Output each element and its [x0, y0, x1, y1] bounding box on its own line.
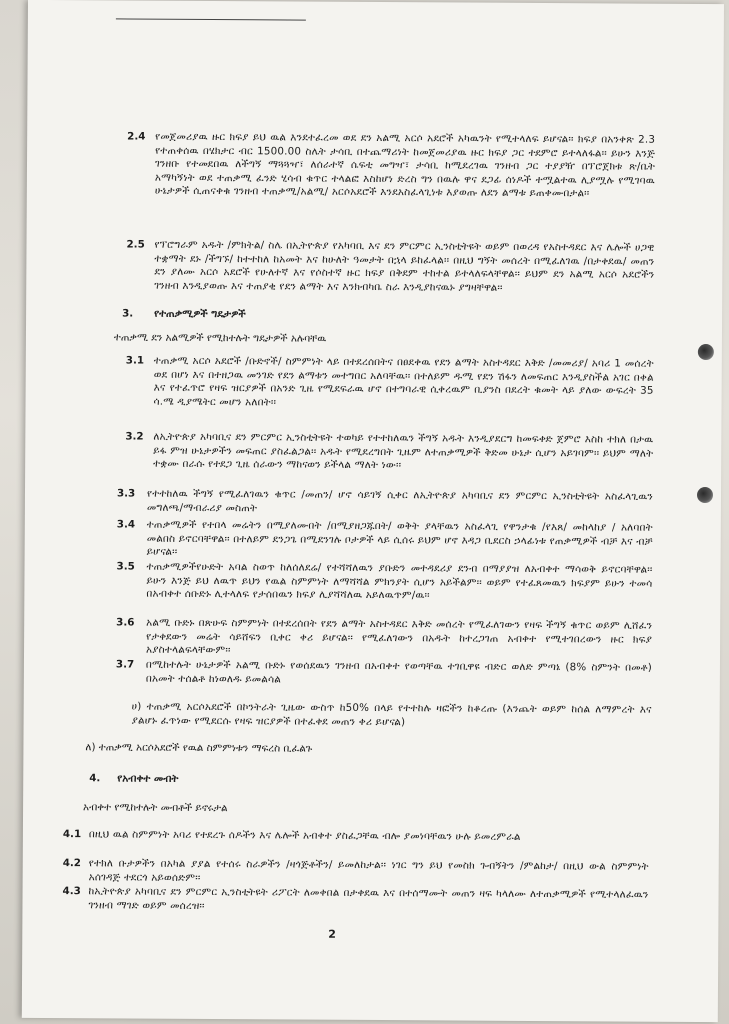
obligations-intro: ተጠቃሚ ደን አልሚዎች የሚከተሉት ግዴታዎች አሉባቸዉ [113, 331, 327, 345]
section-number: 3.7 [115, 658, 135, 671]
section-2-4: የመጀመሪያዉ ዙር ክፍያ ይህ ዉል እንደተፈረመ ወደ ደን አልሚ አርሶ አደሮች አካዉንት የሚተላለፍ ይሆናል፡፡ ክፍያ በአንቀጽ 2.3 የተጠቀሰዉ በሄክታር ብር 1500.00 ስሌት ታሳቢ በተጨማሪነት ከመጀመሪያዉ ዙር ክፍያ ጋር ተደምሮ ይተላለፋል፡፡ ይሁን እንጅ ገንዘቡ የተመደበዉ ለችግኝ ማጓጓዣ፣ ለሰራተኛ ሴፍቲ መግዣ፣ ታሳቢ ከሚደረገዉ ገንዘብ ጋር ተያያዥ በፕሮጀክቱ ጽ/ቤት አማካኝነት ወደ ተጠቃሚ ፈንድ ሂሳብ ቁጥር ተላልፎ እስከሆነ ድረስ ግን በዉሉ ዋና ደጋፊ ሰነዶች ተሟልተዉ ሊያሟሉ የሚገባዉ ሁኔታዎች ሲጠናቀቁ ገንዘብ ተጠቃሚ/አልሚ/ አርሶአደሮች እንደአስፈላጊነቱ እያወጡ ለደን ልማቱ ይጠቀሙበታል፡፡ [154, 130, 656, 200]
section-number: 3.1 [125, 354, 145, 367]
section-3-2: ለኢትዮጵያ አካባቢና ደን ምርምር ኢንስቲትዩት ተወካይ የተተከለዉን ችግኝ አዱት እንዲያደርግ ከመፍቀድ ጀምሮ እስከ ተክለ በታዉ ይፋ ምዝ ሁኔታዎችን መፍጠር ያስፈልጋል፡፡ አዱት የሚደረግበት ጊዜም ለተጠቃሚዎች ቅድመ ሁኔታ ሲሆን አይገባም፡፡ ይህም ማለት ተቋሙ በራሱ የተደጋ ጊዜ ሰራውን ማከናወን ይችላል ማለት ነው፡፡ [153, 430, 654, 472]
section-4-2: የተክለ ቡታዎችን በአካል ያያል የተሰሩ ስራዎችን /ዛጎጅቶችን/ ይመለከታል፡፡ ነገር ግን ይህ የመስክ ጉብኝትን /ምልከታ/ በዚህ ውል ስምምነት አሰገዳጅ ተደርጎ አይወሰድም፡፡ [88, 857, 649, 884]
section-3-4: ተጠቃሚዎች የተበላ መሬትን በሚያለሙበት /በሚያዘጋጁበት/ ወቅት ያላቸዉን አስፈላጊ የዋንታቁ /የእጸ/ መከላከያ / አለባበት መልበስ ይኖርባቸዋል፡፡ በተለይም ደንጋጌ በሚደንገሉ ቦታዎች ላይ ሲሰሩ ይህም ሆኖ እዳጋ ቢደርስ ኃላፊነቱ የጠቃሚዎች ብቻ እና ብቻ ይሆናል፡፡ [146, 518, 653, 558]
rights-intro: አብቀተ የሚከተሉት መብቶች ይኖሩታል [83, 801, 228, 815]
section-number: 4.3 [62, 885, 81, 898]
heading-rights: የአብቀተ መብት [117, 772, 179, 785]
section-number: 4.2 [62, 857, 82, 870]
page-number: 2 [328, 927, 337, 941]
section-number: 3.6 [116, 616, 135, 629]
section-3-1: ተጠቃሚ አርሶ አደሮች /ቡድኖች/ ስምምነት ላይ በተደረሰበትና በፀደቀዉ የደን ልማት አስተዳደር እቅድ /መመሪያ/ አባሪ 1 መሰረት ወደ በሆነ እና በተዘጋዉ መንገድ የደን ልማቱን መተግበር አለባቸዉ፡፡ በተለይም ዱሚ የደን ሽፋን ለመፍጠር እንዲያስችል አገር በቀል እና የተፈጥሮ የዛፍ ዝርያዎች በአንድ ጊዜ የሚደፍራዉ ሆኖ በተግባራዊ ሲቀረዉም ቢያንስ በደረት ቁመት ላይ ያለው ውፍረት 35 ሳ.ሜ ዲያሜትር መሆን አለበት፡፡ [153, 354, 654, 408]
section-3-6: አልሚ ቡድኑ በጽሁፍ ስምምነት በተደረሰበት የደን ልማት አስተዳደር እቅድ መሰረት የሚፈለገውን የዛፍ ችግኝ ቁጥር ወይም ሊሸፈን የታቀደውን መሬት ሳይሸፍን ቢቀር ቀሪ ይሆናል፡፡ የሚፈለገውን በአዱት ከተረጋገጠ አብቀተ የሚተገበረውን ዙር ክፍያ አያስተላልፍላቸውም፡፡ [146, 616, 653, 657]
section-3-3: የተተከለዉ ችግኝ የሚፈለገዉን ቁጥር /መጠን/ ሆኖ ሳይገኝ ሲቀር ለኢትዮጵያ አካባቢና ደን ምርምር ኢንስቲትዩት አስፈላጊዉን መግለጫ/ማብራሪያ መስጠት [146, 487, 654, 514]
section-number: 3.5 [116, 560, 135, 573]
section-2-5: የፕሮግራም አዱት /ምክትል/ ስሌ በኢትዮጵያ የአካባቢ እና ደን ምርምር ኢንስቲትዩት ወይም በወረዳ የአስተዳደር እና ሌሎች ሀጋዊ ተቋማት ደኑ /ችግኙ/ ከተተከለ ከአመት እና ከሁለት ዓመታት በኋላ ይከፈላል፡፡ በዚህ ግኝት መሰረት በሚፈለገዉ /በታቀደዉ/ መጠን ደን ያለሙ አርሶ አደሮች የሁለተኛ እና የሶስተኛ ዙር ክፍያ በቅደም ተከተል ይተላለፍላቸዋል፡፡ ይህም ደን አልሚ አርሶ አደሮችን ገንዘብ እንዲያወጡ እና ተጠያቂ የደን ልማት እና እንክብካቤ ስራ እንዲያከናዉኑ ያግዛቸዋል፡፡ [154, 238, 655, 294]
document-page [22, 0, 724, 1022]
section-number: 3. [122, 307, 134, 320]
section-number: 3.2 [125, 430, 144, 443]
section-3-5: ተጠቃሚዎችየሁድት አባል ስወጥ ከለሰለደሬ/ የተሻሻለዉን ያቡድን መተዳደሪያ ደንብ በማያያዝ ለአብቀተ ማሳወቅ ይኖርባቸዋል፡፡ ይሁን እንጅ ይህ ለዉጥ ይህን የዉል ስምምነት ለማሻሻል ምክንያት ሲሆን አይችልም፡፡ ወይም የተፈጸመዉን ክፍያም ይሁን ተመሳ በአብቀተ ሰቡድኑ ሊተላለፍ የታሰበዉን ክፍያ ሊያሻሻለዉ አይለዉጥም/ዉ፡፡ [146, 560, 653, 602]
section-3-7-a: ሀ) ተጠቃሚ አርሶአደሮች በኮንትራት ጊዜው ውስጥ ከ50% በላይ የተተከሉ ዛፎችን ከቆረጡ (እንጨት ወይም ከሰል ለማምረት እና ያልሆኑ ፈጥነው የሚደርሱ የዛፍ ዝርያዎች በተፈቀደ መጠን ቀሪ ይሆናል) [131, 700, 652, 728]
section-number: 2.4 [127, 130, 146, 143]
section-number: 3.4 [116, 518, 136, 531]
heading-obligations: የተጠቃሚዎች ግዴታዎች [154, 307, 246, 321]
section-number: 4.1 [62, 828, 82, 841]
document-text [22, 0, 724, 1022]
section-3-7-b: ለ) ተጠቃሚ አርሶአደሮች የዉል ስምምነቱን ማፍረስ ቢፈልጉ [85, 741, 313, 755]
section-number: 2.5 [126, 238, 145, 251]
section-4-1: በዚህ ዉል ስምምነት አባሪ የተደረጉ ሰዶችን እና ሌሎች አብቀተ ያስፈጋቸዉ ብሎ ያመነባቸዉን ሁሉ ይመረምራል [88, 828, 521, 843]
section-4-3: ከኢትዮጵያ አካባቢና ደን ምርምር ኢንስቲትዩት ሪፖርት ለመቀበል በታቀደዉ እና በተሰማሙት መጠን ዛፍ ካላለሙ ለተጠቃሚዎች የሚተላለፈዉን ገንዘብ ማገድ ወይም መሰረዝ፡፡ [88, 885, 649, 912]
section-number: 3.3 [116, 487, 136, 500]
section-3-7: በሚከተሉት ሁኔታዎች አልሚ ቡድኑ የወሰደዉን ገንዘብ በአብቀተ የወጣቸዉ ተገቢዋዩ ብድር ወለድ ምጣኔ (8% ስምንት በመቶ) በአመት ተሰልቶ ከነወለዱ ይመልሳል [145, 658, 652, 685]
section-number: 4. [89, 772, 101, 785]
